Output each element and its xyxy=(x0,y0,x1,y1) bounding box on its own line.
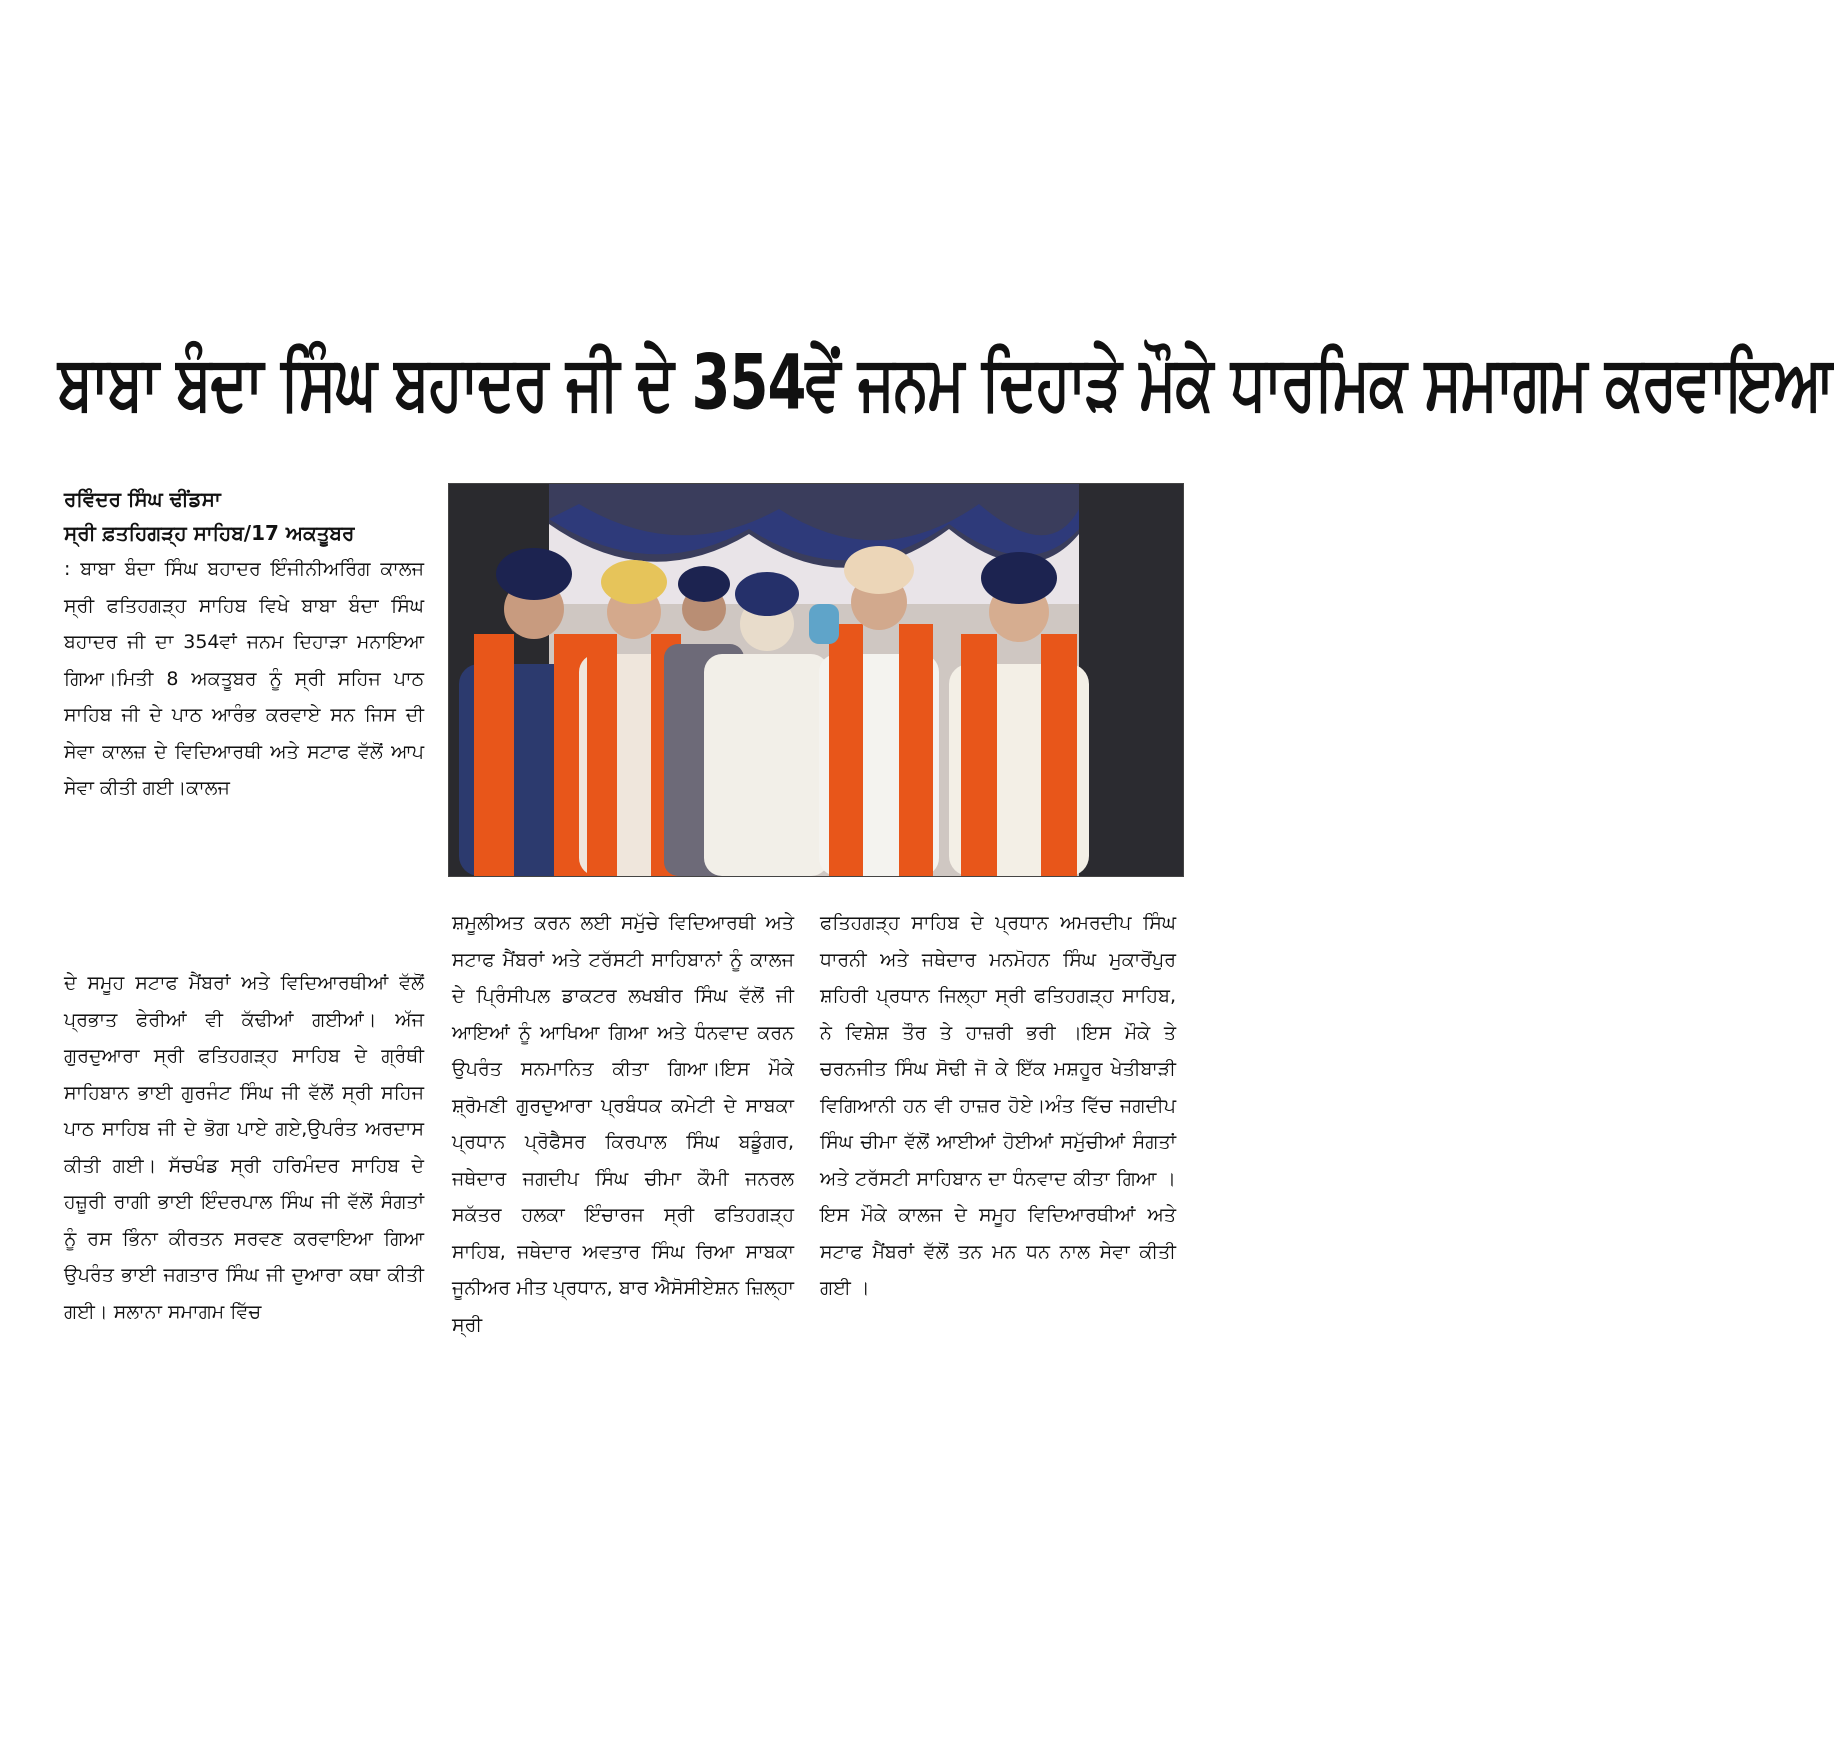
dateline: ਸ੍ਰੀ ਫ਼ਤਹਿਗੜ੍ਹ ਸਾਹਿਬ/17 ਅਕਤੂਬਰ xyxy=(64,521,355,545)
photo-illustration xyxy=(449,484,1183,876)
headline: ਬਾਬਾ ਬੰਦਾ ਸਿੰਘ ਬਹਾਦਰ ਜੀ ਦੇ 354ਵੇਂ ਜਨਮ ਦਿਹਾੜੇ ਮੌਕੇ ਧਾਰਮਿਕ ਸਮਾਗਮ ਕਰਵਾਇਆ xyxy=(58,339,1834,428)
event-photo xyxy=(448,483,1184,877)
person-7 xyxy=(809,604,839,644)
author-byline: ਰਵਿੰਦਰ ਸਿੰਘ ਢੀਂਡਸਾ xyxy=(64,487,221,511)
article-column-2: ਸ਼ਮੂਲੀਅਤ ਕਰਨ ਲਈ ਸਮੁੱਚੇ ਵਿਦਿਆਰਥੀ ਅਤੇ ਸਟਾਫ ਮੈਂਬਰਾਂ ਅਤੇ ਟਰੱਸਟੀ ਸਾਹਿਬਾਨਾਂ ਨੂੰ ਕਾਲਜ ਦੇ ਪ੍ਰਿੰਸੀਪਲ ਡਾਕਟਰ ਲਖਬੀਰ ਸਿੰਘ ਵੱਲੋਂ ਜੀ ਆਇਆਂ ਨੂੰ ਆਖਿਆ ਗਿਆ ਅਤੇ ਧੰਨਵਾਦ ਕਰਨ ਉਪਰੰਤ ਸਨਮਾਨਿਤ ਕੀਤਾ ਗਿਆ।ਇਸ ਮੌਕੇ ਸ਼੍ਰੋਮਣੀ ਗੁਰਦੁਆਰਾ ਪ੍ਰਬੰਧਕ ਕਮੇਟੀ ਦੇ ਸਾਬਕਾ ਪ੍ਰਧਾਨ ਪ੍ਰੋਫੈਸਰ ਕਿਰਪਾਲ ਸਿੰਘ ਬਡੂੰਗਰ, ਜਥੇਦਾਰ ਜਗਦੀਪ ਸਿੰਘ ਚੀਮਾ ਕੌਮੀ ਜਨਰਲ ਸਕੱਤਰ ਹਲਕਾ ਇੰਚਾਰਜ ਸ੍ਰੀ ਫਤਿਹਗੜ੍ਹ ਸਾਹਿਬ, ਜਥੇਦਾਰ ਅਵਤਾਰ ਸਿੰਘ ਰਿਆ ਸਾਬਕਾ ਜੂਨੀਅਰ ਮੀਤ ਪ੍ਰਧਾਨ, ਬਾਰ ਐਸੋਸੀਏਸ਼ਨ ਜ਼ਿਲ੍ਹਾ ਸ੍ਰੀ xyxy=(452,912,794,1336)
article-column-1-top: : ਬਾਬਾ ਬੰਦਾ ਸਿੰਘ ਬਹਾਦਰ ਇੰਜੀਨੀਅਰਿੰਗ ਕਾਲਜ ਸ੍ਰੀ ਫਤਿਹਗੜ੍ਹ ਸਾਹਿਬ ਵਿਖੇ ਬਾਬਾ ਬੰਦਾ ਸਿੰਘ ਬਹਾਦਰ ਜੀ ਦਾ 354ਵਾਂ ਜਨਮ ਦਿਹਾੜਾ ਮਨਾਇਆ ਗਿਆ।ਮਿਤੀ 8 ਅਕਤੂਬਰ ਨੂੰ ਸ੍ਰੀ ਸਹਿਜ ਪਾਠ ਸਾਹਿਬ ਜੀ ਦੇ ਪਾਠ ਆਰੰਭ ਕਰਵਾਏ ਸਨ ਜਿਸ ਦੀ ਸੇਵਾ ਕਾਲਜ਼ ਦੇ ਵਿਦਿਆਰਥੀ ਅਤੇ ਸਟਾਫ ਵੱਲੋਂ ਆਪ ਸੇਵਾ ਕੀਤੀ ਗਈ।ਕਾਲਜ xyxy=(64,558,424,799)
article-column-1-bottom: ਦੇ ਸਮੂਹ ਸਟਾਫ ਮੈਂਬਰਾਂ ਅਤੇ ਵਿਦਿਆਰਥੀਆਂ ਵੱਲੋਂ ਪ੍ਰਭਾਤ ਫੇਰੀਆਂ ਵੀ ਕੱਢੀਆਂ ਗਈਆਂ। ਅੱਜ ਗੁਰਦੁਆਰਾ ਸ੍ਰੀ ਫਤਿਹਗੜ੍ਹ ਸਾਹਿਬ ਦੇ ਗ੍ਰੰਥੀ ਸਾਹਿਬਾਨ ਭਾਈ ਗੁਰਜੰਟ ਸਿੰਘ ਜੀ ਵੱਲੋਂ ਸ੍ਰੀ ਸਹਿਜ ਪਾਠ ਸਾਹਿਬ ਜੀ ਦੇ ਭੋਗ ਪਾਏ ਗਏ,ਉਪਰੰਤ ਅਰਦਾਸ ਕੀਤੀ ਗਈ। ਸੱਚਖੰਡ ਸ੍ਰੀ ਹਰਿਮੰਦਰ ਸਾਹਿਬ ਦੇ ਹਜ਼ੂਰੀ ਰਾਗੀ ਭਾਈ ਇੰਦਰਪਾਲ ਸਿੰਘ ਜੀ ਵੱਲੋਂ ਸੰਗਤਾਂ ਨੂੰ ਰਸ ਭਿੰਨਾ ਕੀਰਤਨ ਸਰਵਣ ਕਰਵਾਇਆ ਗਿਆ ਉਪਰੰਤ ਭਾਈ ਜਗਤਾਰ ਸਿੰਘ ਜੀ ਦੁਆਰਾ ਕਥਾ ਕੀਤੀ ਗਈ। ਸਲਾਨਾ ਸਮਾਗਮ ਵਿੱਚ xyxy=(64,972,424,1323)
article-column-3: ਫਤਿਹਗੜ੍ਹ ਸਾਹਿਬ ਦੇ ਪ੍ਰਧਾਨ ਅਮਰਦੀਪ ਸਿੰਘ ਧਾਰਨੀ ਅਤੇ ਜਥੇਦਾਰ ਮਨਮੋਹਨ ਸਿੰਘ ਮੁਕਾਰੋਂਪੁਰ ਸ਼ਹਿਰੀ ਪ੍ਰਧਾਨ ਜਿਲ੍ਹਾ ਸ੍ਰੀ ਫਤਿਹਗੜ੍ਹ ਸਾਹਿਬ, ਨੇ ਵਿਸ਼ੇਸ਼ ਤੌਰ ਤੇ ਹਾਜ਼ਰੀ ਭਰੀ ।ਇਸ ਮੌਕੇ ਤੇ ਚਰਨਜੀਤ ਸਿੰਘ ਸੋਢੀ ਜੋ ਕੇ ਇੱਕ ਮਸ਼ਹੂਰ ਖੇਤੀਬਾੜੀ ਵਿਗਿਆਨੀ ਹਨ ਵੀ ਹਾਜ਼ਰ ਹੋਏ।ਅੰਤ ਵਿੱਚ ਜਗਦੀਪ ਸਿੰਘ ਚੀਮਾ ਵੱਲੋਂ ਆਈਆਂ ਹੋਈਆਂ ਸਮੁੱਚੀਆਂ ਸੰਗਤਾਂ ਅਤੇ ਟਰੱਸਟੀ ਸਾਹਿਬਾਨ ਦਾ ਧੰਨਵਾਦ ਕੀਤਾ ਗਿਆ ।ਇਸ ਮੌਕੇ ਕਾਲਜ ਦੇ ਸਮੂਹ ਵਿਦਿਆਰਥੀਆਂ ਅਤੇ ਸਟਾਫ ਮੈਂਬਰਾਂ ਵੱਲੋਂ ਤਨ ਮਨ ਧਨ ਨਾਲ ਸੇਵਾ ਕੀਤੀ ਗਈ । xyxy=(820,912,1176,1299)
newspaper-clipping xyxy=(58,325,1834,1505)
